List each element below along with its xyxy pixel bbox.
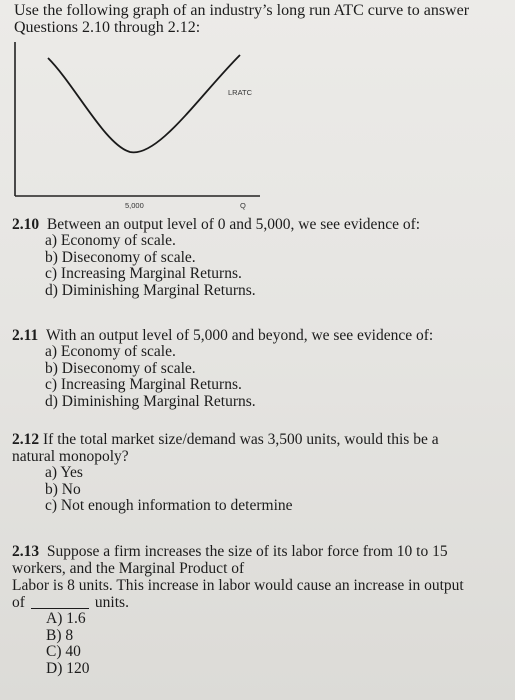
x-axis-label: Q (240, 201, 246, 210)
intro-line-1: Use the following graph of an industry’s long run ATC curve to answer (14, 2, 470, 19)
question-2-13 (12, 543, 464, 677)
question-number: 2.13 (12, 543, 40, 560)
x-tick-label: 5,000 (125, 201, 144, 210)
intro-line-2: Questions 2.10 through 2.12: (14, 19, 201, 36)
answer-options (12, 611, 464, 677)
option-d[interactable]: d) Diminishing Marginal Returns. (45, 392, 256, 410)
answer-options (12, 233, 420, 299)
question-2-11 (12, 327, 433, 410)
question-number: 2.11 (12, 327, 39, 344)
option-b[interactable]: b) Diseconomy of scale. (45, 248, 196, 266)
option-c[interactable]: c) Not enough information to determine (45, 497, 293, 514)
option-a[interactable]: a) Economy of scale. (45, 343, 176, 360)
question-text-line-1: If the total market size/demand was 3,500 units, would this be a (43, 431, 439, 448)
question-text-line-2: natural monopoly? (12, 448, 129, 465)
question-number: 2.10 (12, 216, 40, 233)
question-text: With an output level of 5,000 and beyond, we see evidence of: (46, 327, 434, 344)
question-text-line-1: Suppose a firm increases the size of its labor force from 10 to 15 (46, 543, 448, 560)
option-b[interactable]: b) No (45, 480, 81, 498)
answer-options (12, 465, 439, 515)
option-a[interactable]: A) 1.6 (46, 610, 86, 627)
question-2-10 (12, 216, 420, 299)
option-b[interactable]: B) 8 (46, 626, 74, 644)
option-d[interactable]: d) Diminishing Marginal Returns. (45, 281, 256, 299)
option-a[interactable]: a) Economy of scale. (45, 232, 176, 249)
question-number: 2.12 (12, 431, 40, 448)
option-d[interactable]: D) 120 (46, 659, 90, 677)
option-c[interactable]: C) 40 (46, 643, 81, 660)
lratc-graph (0, 0, 515, 210)
question-text-line-4-pre: of (12, 594, 25, 611)
question-text-line-4-post: units. (94, 594, 129, 611)
answer-blank[interactable] (31, 608, 89, 609)
option-b[interactable]: b) Diseconomy of scale. (45, 359, 196, 377)
option-a[interactable]: a) Yes (45, 464, 83, 481)
lratc-label: LRATC (228, 88, 253, 97)
question-text-line-3: Labor is 8 units. This increase in labor would cause an increase in output (12, 577, 464, 594)
question-text: Between an output level of 0 and 5,000, we see evidence of: (46, 216, 421, 233)
option-c[interactable]: c) Increasing Marginal Returns. (45, 265, 242, 282)
question-text-line-2: workers, and the Marginal Product of (12, 560, 245, 577)
option-c[interactable]: c) Increasing Marginal Returns. (45, 376, 242, 393)
lratc-curve (48, 55, 240, 152)
answer-options (12, 344, 433, 410)
question-2-12 (12, 431, 439, 515)
